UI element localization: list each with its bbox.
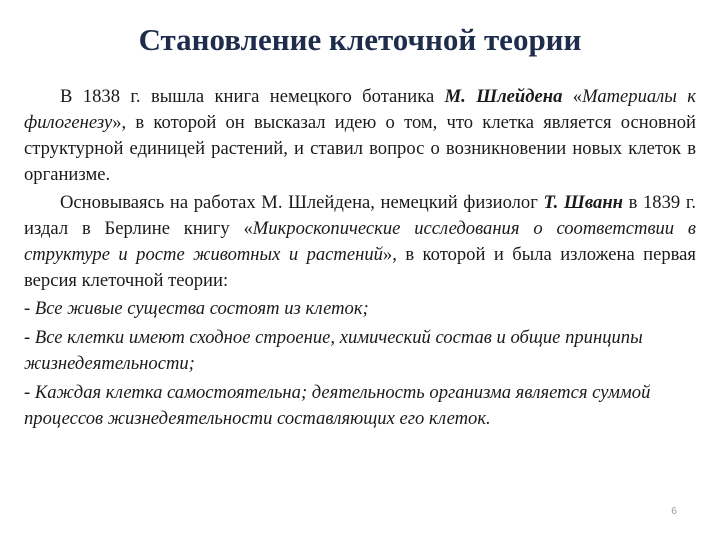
paragraph-text: », в которой и была изложена первая версия клеточной теории: — [24, 244, 696, 291]
slide-body — [24, 84, 696, 435]
bullet-text: Каждая клетка самостоятельна; деятельность организма является суммой процессов жизнедеятельности составляющих его клеток. — [24, 382, 651, 429]
bullet-text: Все живые существа состоят из клеток; — [34, 298, 369, 319]
paragraph-text: « — [562, 86, 583, 107]
bullet-dash: - — [24, 298, 35, 319]
bullet-text: Все клетки имеют сходное строение, химический состав и общие принципы жизнедеятельности; — [24, 327, 643, 374]
paragraph-text: », в которой он высказал идею о том, что клетка является основной структурной единицей растений, и ставил вопрос о возникновении новых клеток в организме. — [24, 112, 696, 185]
paragraph-text: в 1839 г. издал в Берлине книгу « — [24, 192, 697, 239]
paragraph-schleiden — [24, 84, 696, 188]
author-name: Т. Шванн — [543, 192, 623, 213]
bullet-dash: - — [24, 327, 35, 348]
author-name: М. Шлейдена — [444, 86, 563, 107]
book-title: Материалы к филогенезу — [24, 86, 696, 133]
page-number: 6 — [671, 506, 677, 517]
paragraph-text: Основываясь на работах М. Шлейдена, немецкий физиолог — [60, 192, 544, 213]
bullet-dash: - — [24, 382, 35, 403]
book-title: Микроскопические исследования о соответствии в структуре и росте животных и растений — [24, 218, 697, 265]
list-item — [24, 380, 696, 432]
paragraph-schwann — [24, 190, 696, 294]
list-item — [24, 296, 696, 322]
list-item — [24, 325, 696, 377]
paragraph-text: В 1838 г. вышла книга немецкого ботаника — [60, 86, 445, 107]
slide-title: Становление клеточной теории — [138, 22, 582, 57]
